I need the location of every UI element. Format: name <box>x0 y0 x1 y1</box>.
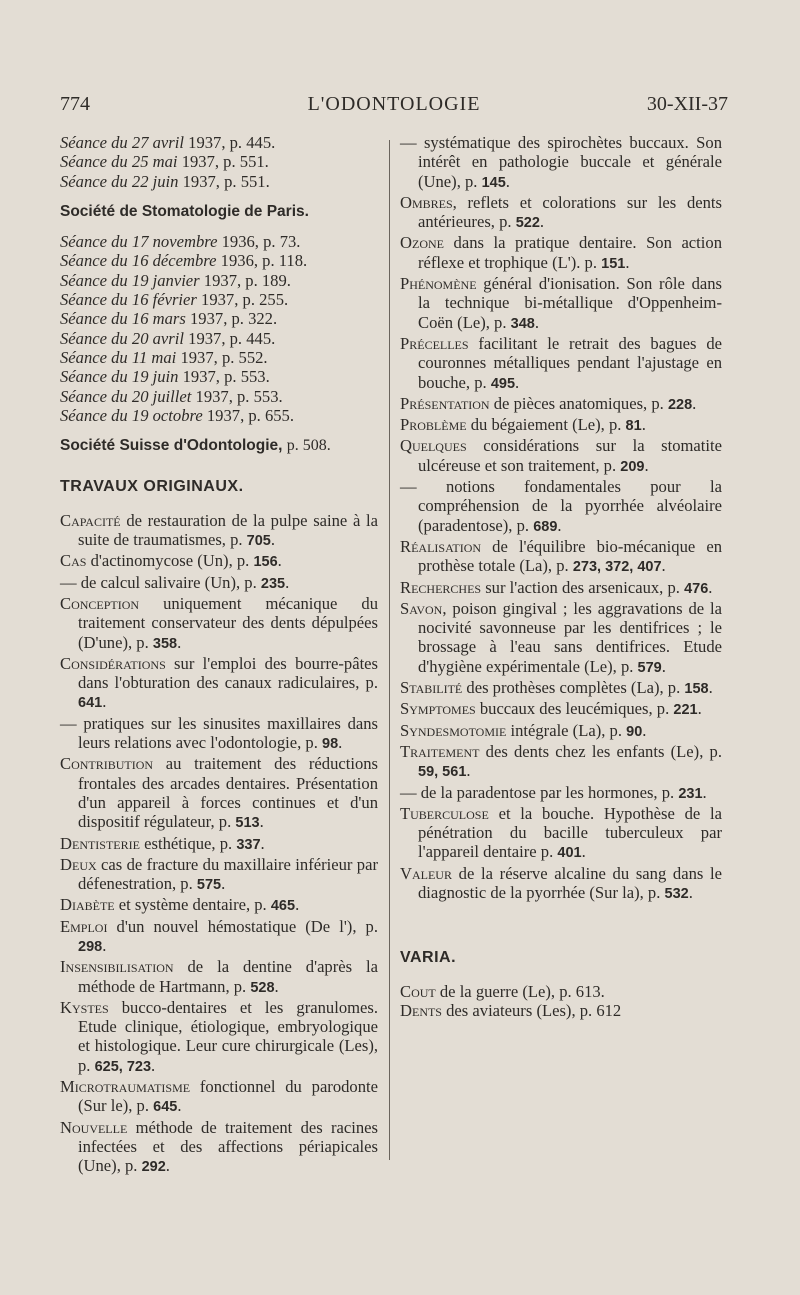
entry-end: . <box>102 692 107 712</box>
index-entry <box>400 193 722 234</box>
entry-pages: 465 <box>270 898 296 915</box>
entry-keyword: Contribution <box>60 754 154 774</box>
entry-end: . <box>661 656 666 676</box>
entry-text: et la bouche. Hypothèse de la pénétration du bacille tuberculeux par l'appareil dentaire p. <box>418 803 722 862</box>
seance-date: 19 janvier <box>131 270 200 290</box>
seance-ref: 1937, p. 552. <box>180 347 268 367</box>
index-entry <box>400 804 722 864</box>
entry-text: dans la pratique dentaire. Son action réflexe et trophique (L'). p. <box>418 233 722 272</box>
entry-keyword: Considérations <box>60 653 166 673</box>
index-entry <box>60 895 378 916</box>
entry-keyword: Conception <box>60 593 140 613</box>
seance-date: 27 avril <box>131 133 184 152</box>
entry-end: . <box>581 842 586 862</box>
entry-end: . <box>221 874 226 894</box>
index-entry <box>400 133 722 193</box>
entry-keyword: Dentisterie <box>60 833 140 853</box>
index-entry <box>400 599 722 678</box>
entry-pages: 151 <box>601 255 626 272</box>
entry-keyword: Présentation <box>400 393 490 413</box>
seance-entry <box>60 133 378 152</box>
entry-text: bucco-dentaires et les granulomes. Etude clinique, étiologique, embryologique et histologique. Leur cure chirurgicale (Les), p. <box>78 997 378 1075</box>
entry-text: buccaux des leucémiques, p. <box>475 699 674 719</box>
seance-ref: 1937, p. 255. <box>201 290 289 310</box>
entry-end: . <box>285 572 290 592</box>
entry-keyword: Savon <box>400 598 443 618</box>
index-entry <box>60 511 378 552</box>
entry-pages: 156 <box>253 554 278 571</box>
seance-entry <box>60 367 378 386</box>
society-heading-suisse <box>60 436 378 455</box>
entry-keyword: Capacité <box>60 510 121 530</box>
entry-keyword: Emploi <box>60 916 108 936</box>
index-entry <box>60 1077 378 1118</box>
right-column <box>400 133 722 1020</box>
entry-keyword: Traitement <box>400 741 480 761</box>
entry-end: . <box>708 577 713 597</box>
seance-ref: 1937, p. 553. <box>195 386 283 406</box>
entry-end: . <box>260 833 265 853</box>
column-divider <box>389 140 390 1160</box>
index-entry <box>60 998 378 1077</box>
entry-text: de la guerre (Le), p. 613. <box>435 981 605 1001</box>
seance-date: 16 décembre <box>131 251 217 271</box>
entry-text: — pratiques sur les sinusites maxillaires dans leurs relations avec l'odontologie, p. <box>60 713 378 753</box>
seance-prefix: Séance du <box>60 152 128 172</box>
seance-ref: 1937, p. 655. <box>206 405 294 425</box>
entry-keyword: Recherches <box>400 577 482 597</box>
entry-end: . <box>642 720 647 740</box>
society-suisse-name: Société Suisse d'Odontologie, <box>60 437 283 455</box>
index-entry <box>60 855 378 896</box>
entry-end: . <box>295 895 300 915</box>
running-header <box>60 93 728 121</box>
index-entry <box>400 783 722 804</box>
entry-pages: 579 <box>637 659 662 676</box>
seance-prefix: Séance du <box>60 367 128 387</box>
seance-prefix: Séance du <box>60 232 128 252</box>
seance-ref: 1937, p. 551. <box>181 152 269 172</box>
index-entry <box>60 1118 378 1178</box>
seance-date: 25 mai <box>131 152 178 172</box>
entry-pages: 298 <box>78 938 103 955</box>
seance-ref: 1937, p. 189. <box>203 270 291 290</box>
entry-text: de la dentine d'après la méthode de Hartmann, p. <box>78 957 378 996</box>
entry-pages: 273, 372, 407 <box>572 559 662 576</box>
entry-pages: 575 <box>196 877 222 894</box>
seance-date: 11 mai <box>131 347 177 367</box>
entry-pages: 337 <box>236 836 261 853</box>
index-entry <box>60 957 378 998</box>
entry-text: , reflets et colorations sur les dents antérieures, p. <box>418 192 722 232</box>
society-heading-paris: Société de Stomatologie de Paris. <box>60 202 309 220</box>
seance-date: 17 novembre <box>131 232 218 252</box>
entry-end: . <box>177 632 182 652</box>
entry-text: — de calcul salivaire (Un), p. <box>60 572 261 592</box>
entry-keyword: Problème <box>400 415 467 435</box>
index-entry <box>400 436 722 477</box>
index-entry <box>400 394 722 415</box>
entry-text: de l'équilibre bio-mécanique en prothèse totale (La), p. <box>418 536 722 576</box>
index-entry <box>400 742 722 783</box>
entry-text: cas de fracture du maxillaire inférieur par défenestration, p. <box>78 854 378 894</box>
seance-ref: 1937, p. 445. <box>188 328 276 348</box>
seance-prefix: Séance du <box>60 347 128 367</box>
entry-end: . <box>338 733 343 753</box>
entry-keyword: Syndesmotomie <box>400 720 507 740</box>
entry-end: . <box>692 393 697 413</box>
entry-text: général d'ionisation. Son rôle dans la technique bi-métallique d'Oppenheim-Coën (Le), p. <box>418 274 722 332</box>
entry-text: d'un nouvel hémostatique (De l'), p. <box>107 916 378 936</box>
entry-text: des dents chez les enfants (Le), p. <box>479 741 722 761</box>
entry-keyword: Ozone <box>400 233 444 253</box>
entry-pages: 81 <box>625 418 642 435</box>
index-entry <box>400 721 722 742</box>
entry-text: des prothèses complètes (La), p. <box>462 678 685 698</box>
seance-prefix: Séance du <box>60 290 128 310</box>
seance-date: 19 octobre <box>131 405 203 425</box>
entry-keyword: Valeur <box>400 863 452 883</box>
index-entry <box>400 699 722 720</box>
entry-list-right <box>400 133 722 904</box>
seance-list-top <box>60 133 378 191</box>
seance-date: 16 mars <box>131 309 186 329</box>
entry-keyword: Phénomène <box>400 274 477 294</box>
index-entry <box>60 834 378 855</box>
section-heading-varia: VARIA. <box>400 949 457 967</box>
index-entry <box>400 537 722 578</box>
index-entry <box>60 654 378 714</box>
entry-text: esthétique, p. <box>139 833 237 853</box>
seance-prefix: Séance du <box>60 251 128 271</box>
entry-keyword: Symptomes <box>400 699 476 719</box>
entry-text: — systématique des spirochètes buccaux. Son intérêt en pathologie buccale et générale (Une), p. <box>400 133 722 191</box>
entry-keyword: Cas <box>60 551 87 571</box>
entry-pages: 59, 561 <box>418 764 467 781</box>
seance-prefix: Séance du <box>60 171 128 191</box>
seance-date: 20 juillet <box>131 386 192 406</box>
entry-text: sur l'emploi des bourre-pâtes dans l'obturation des canaux radiculaires, p. <box>78 653 378 693</box>
entry-end: . <box>270 530 276 550</box>
entry-list-left <box>60 511 378 1178</box>
entry-pages: 522 <box>515 215 540 232</box>
entry-pages: 645 <box>153 1099 178 1116</box>
entry-keyword: Ombres <box>400 192 453 212</box>
seance-ref: 1936, p. 73. <box>221 232 301 252</box>
entry-end: . <box>102 935 107 955</box>
entry-end: . <box>259 812 264 832</box>
entry-pages: 358 <box>152 635 178 652</box>
entry-end: . <box>515 372 520 392</box>
seance-entry <box>60 172 378 191</box>
entry-pages: 98 <box>322 736 339 753</box>
entry-keyword: Deux <box>60 854 97 874</box>
index-entry <box>400 864 722 905</box>
entry-keyword: Quelques <box>400 436 467 456</box>
seance-prefix: Séance du <box>60 386 128 406</box>
index-entry <box>400 1001 722 1020</box>
entry-end: . <box>625 252 630 272</box>
seance-date: 20 avril <box>131 328 184 348</box>
entry-keyword: Cout <box>400 981 436 1001</box>
seance-prefix: Séance du <box>60 133 128 152</box>
society-suisse-ref: p. 508. <box>286 437 331 455</box>
entry-text: intégrale (La), p. <box>506 720 627 740</box>
seance-prefix: Séance du <box>60 270 128 290</box>
entry-pages: 476 <box>684 580 709 597</box>
entry-pages: 513 <box>235 815 260 832</box>
index-entry <box>60 754 378 833</box>
entry-end: . <box>534 312 539 332</box>
entry-text: — de la paradentose par les hormones, p. <box>400 782 679 802</box>
seance-entry <box>60 309 378 328</box>
seance-entry <box>60 348 378 367</box>
entry-text: sur l'action des arsenicaux, p. <box>481 577 685 597</box>
seance-entry <box>60 251 378 270</box>
entry-text: du bégaiement (Le), p. <box>466 415 626 435</box>
entry-text: facilitant le retrait des bagues de couronnes métalliques pendant l'ajustage en bouche, p. <box>418 333 722 392</box>
seance-entry <box>60 271 378 290</box>
entry-pages: 209 <box>620 458 645 475</box>
entry-text: fonctionnel du parodonte (Sur le), p. <box>78 1077 378 1116</box>
entry-text: des aviateurs (Les), p. 612 <box>441 1000 622 1020</box>
entry-pages: 158 <box>684 681 709 698</box>
section-heading-travaux: TRAVAUX ORIGINAUX. <box>60 478 244 496</box>
seance-list-paris <box>60 232 378 425</box>
seance-ref: 1937, p. 322. <box>190 309 278 329</box>
entry-end: . <box>177 1096 182 1116</box>
entry-keyword: Insensibilisation <box>60 957 174 977</box>
entry-end: . <box>165 1156 170 1176</box>
entry-keyword: Stabilité <box>400 678 463 698</box>
index-entry <box>400 233 722 274</box>
seance-entry <box>60 290 378 309</box>
entry-pages: 231 <box>678 785 703 802</box>
entry-end: . <box>151 1055 156 1075</box>
page-number: 774 <box>60 93 90 115</box>
index-entry <box>400 578 722 599</box>
seance-ref: 1937, p. 551. <box>182 171 270 191</box>
seance-date: 16 février <box>131 290 197 310</box>
entry-pages: 401 <box>557 845 582 862</box>
seance-entry <box>60 152 378 171</box>
entry-keyword: Réalisation <box>400 536 482 556</box>
entry-end: . <box>641 415 646 435</box>
entry-keyword: Précelles <box>400 333 469 353</box>
seance-prefix: Séance du <box>60 309 128 329</box>
seance-entry <box>60 406 378 425</box>
entry-pages: 90 <box>626 723 643 740</box>
entry-end: . <box>697 699 702 719</box>
index-entry <box>400 678 722 699</box>
entry-pages: 221 <box>673 702 698 719</box>
index-entry <box>60 573 378 594</box>
index-entry <box>400 334 722 394</box>
entry-text: d'actinomycose (Un), p. <box>86 551 254 571</box>
entry-pages: 228 <box>667 396 693 413</box>
seance-entry <box>60 387 378 406</box>
entry-pages: 528 <box>250 979 275 996</box>
entry-keyword: Kystes <box>60 997 109 1017</box>
entry-text: uniquement mécanique du traitement conservateur des dents dépulpées (D'une), p. <box>78 593 378 652</box>
entry-pages: 689 <box>533 518 558 535</box>
index-entry <box>60 594 378 654</box>
entry-pages: 532 <box>664 885 689 902</box>
index-entry <box>400 477 722 537</box>
entry-pages: 348 <box>510 315 535 332</box>
entry-pages: 641 <box>78 695 103 712</box>
entry-keyword: Dents <box>400 1000 442 1020</box>
entry-text: de pièces anatomiques, p. <box>489 393 668 413</box>
entry-keyword: Nouvelle <box>60 1117 128 1137</box>
index-entry <box>60 551 378 572</box>
entry-end: . <box>505 171 510 191</box>
entry-pages: 495 <box>490 375 516 392</box>
entry-text: de la réserve alcaline du sang dans le diagnostic de la pyorrhée (Sur la), p. <box>418 863 722 902</box>
entry-keyword: Diabète <box>60 895 115 915</box>
seance-ref: 1936, p. 118. <box>220 251 308 271</box>
entry-end: . <box>466 761 471 781</box>
entry-end: . <box>644 455 649 475</box>
entry-text: , poison gingival ; les aggravations de la nocivité savonneuse par les dentifrices ; le brossage à l'eau sans dentifrices. Etude d'hygiène expérimentale (Le), p. <box>418 598 722 676</box>
index-entry <box>60 917 378 958</box>
entry-end: . <box>557 515 562 535</box>
index-entry <box>60 714 378 755</box>
seance-entry <box>60 232 378 251</box>
index-entry <box>400 982 722 1001</box>
index-entry <box>400 274 722 334</box>
seance-prefix: Séance du <box>60 328 128 348</box>
seance-ref: 1937, p. 553. <box>182 367 270 387</box>
entry-keyword: Microtraumatisme <box>60 1077 191 1097</box>
entry-end: . <box>274 976 279 996</box>
seance-entry <box>60 329 378 348</box>
index-entry <box>400 415 722 436</box>
entry-text: méthode de traitement des racines infectées et des affections périapicales (Une), p. <box>78 1117 378 1176</box>
issue-date: 30-XII-37 <box>646 93 728 115</box>
entry-pages: 145 <box>481 174 506 191</box>
entry-pages: 705 <box>246 533 271 550</box>
entry-pages: 625, 723 <box>94 1058 152 1075</box>
seance-ref: 1937, p. 445. <box>188 133 276 152</box>
seance-date: 22 juin <box>131 171 179 191</box>
entry-text: et système dentaire, p. <box>114 895 271 915</box>
left-column <box>60 133 378 1178</box>
entry-pages: 292 <box>141 1159 166 1176</box>
entry-text: — notions fondamentales pour la compréhension de la pyorrhée alvéolaire (paradentose), p. <box>400 477 722 535</box>
entry-text: au traitement des réductions frontales des arcades dentaires. Présentation d'un appareil à forces continues et d'un dispositif régulateur, p. <box>78 754 378 832</box>
entry-list-varia <box>400 982 722 1021</box>
journal-title: L'ODONTOLOGIE <box>307 93 481 115</box>
entry-end: . <box>702 782 707 802</box>
entry-text: de restauration de la pulpe saine à la suite de traumatismes, p. <box>78 510 378 550</box>
entry-end: . <box>277 551 282 571</box>
seance-prefix: Séance du <box>60 405 128 425</box>
entry-end: . <box>661 556 666 576</box>
entry-end: . <box>708 678 713 698</box>
entry-end: . <box>539 212 545 232</box>
seance-date: 19 juin <box>131 367 179 387</box>
entry-keyword: Tuberculose <box>400 803 489 823</box>
entry-end: . <box>688 882 693 902</box>
entry-text: considérations sur la stomatite ulcéreuse et son traitement, p. <box>418 436 722 475</box>
entry-pages: 235 <box>260 575 286 592</box>
